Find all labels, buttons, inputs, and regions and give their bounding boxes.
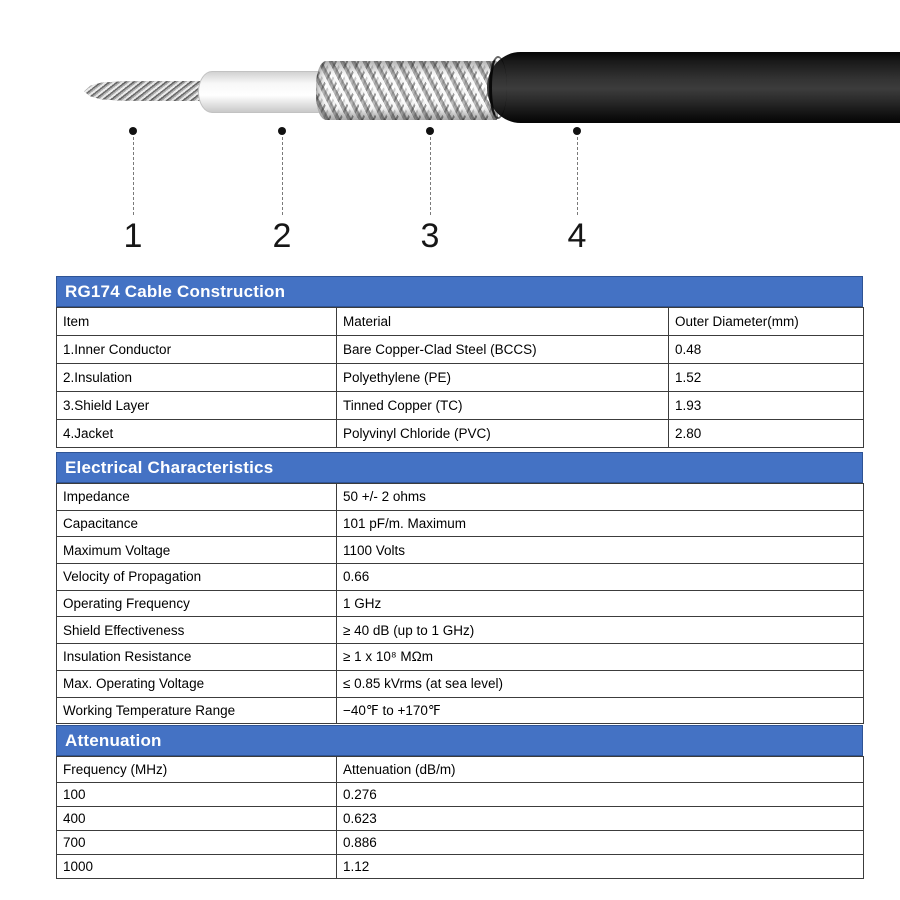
table-cell: ≥ 1 x 10⁸ MΩm — [337, 644, 864, 671]
spec-tables — [56, 276, 863, 879]
table-cell: 1.Inner Conductor — [57, 336, 337, 364]
table-cell: Capacitance — [57, 510, 337, 537]
column-header-cell: Outer Diameter(mm) — [669, 308, 864, 336]
table-cell: Polyvinyl Chloride (PVC) — [337, 420, 669, 448]
table-cell: 0.276 — [337, 783, 864, 807]
table-row — [57, 392, 864, 420]
table-cell: 4.Jacket — [57, 420, 337, 448]
table-row — [57, 484, 864, 511]
table-row — [57, 590, 864, 617]
table-cell: 2.Insulation — [57, 364, 337, 392]
column-header-cell: Frequency (MHz) — [57, 757, 337, 783]
table-cell: Insulation Resistance — [57, 644, 337, 671]
jacket-layer — [487, 52, 900, 123]
attenuation-section-header: Attenuation — [56, 725, 863, 756]
table-cell: Operating Frequency — [57, 590, 337, 617]
table-row — [57, 564, 864, 591]
table-cell: 700 — [57, 831, 337, 855]
callout-dot — [573, 127, 581, 135]
callout-line — [430, 137, 431, 215]
table-cell: 100 — [57, 783, 337, 807]
table-cell: 50 +/- 2 ohms — [337, 484, 864, 511]
callout-1 — [111, 127, 155, 253]
column-header-row — [57, 757, 864, 783]
jacket-opening — [489, 56, 507, 119]
table-cell: 1000 — [57, 855, 337, 879]
table-row — [57, 617, 864, 644]
table-cell: 1.52 — [669, 364, 864, 392]
table-row — [57, 644, 864, 671]
callout-dot — [278, 127, 286, 135]
table-row — [57, 364, 864, 392]
table-row — [57, 336, 864, 364]
table-cell: Working Temperature Range — [57, 697, 337, 724]
table-cell: Tinned Copper (TC) — [337, 392, 669, 420]
callout-3 — [408, 127, 452, 253]
table-row — [57, 697, 864, 724]
callout-number: 4 — [567, 217, 587, 255]
table-cell: 1.93 — [669, 392, 864, 420]
callout-line — [282, 137, 283, 215]
table-row — [57, 420, 864, 448]
column-header-cell: Material — [337, 308, 669, 336]
callout-4 — [555, 127, 599, 253]
electrical-section-header: Electrical Characteristics — [56, 452, 863, 483]
table-cell: 0.66 — [337, 564, 864, 591]
callout-line — [577, 137, 578, 215]
cable-diagram — [0, 0, 900, 262]
callout-2 — [260, 127, 304, 253]
table-cell: 3.Shield Layer — [57, 392, 337, 420]
table-cell: Maximum Voltage — [57, 537, 337, 564]
table-cell: 0.623 — [337, 807, 864, 831]
table-cell: 0.886 — [337, 831, 864, 855]
table-cell: 101 pF/m. Maximum — [337, 510, 864, 537]
callout-dot — [426, 127, 434, 135]
table-row — [57, 537, 864, 564]
column-header-cell: Attenuation (dB/m) — [337, 757, 864, 783]
callout-number: 3 — [420, 217, 440, 255]
callout-line — [133, 137, 134, 215]
callout-number: 1 — [123, 217, 143, 255]
table-row — [57, 670, 864, 697]
table-cell: Polyethylene (PE) — [337, 364, 669, 392]
table-cell: 2.80 — [669, 420, 864, 448]
table-row — [57, 855, 864, 879]
construction-table — [56, 307, 864, 448]
electrical-table — [56, 483, 864, 724]
construction-section-header: RG174 Cable Construction — [56, 276, 863, 307]
table-cell: 1 GHz — [337, 590, 864, 617]
callout-number: 2 — [272, 217, 292, 255]
table-cell: ≥ 40 dB (up to 1 GHz) — [337, 617, 864, 644]
insulation-layer — [198, 71, 326, 113]
table-cell: Shield Effectiveness — [57, 617, 337, 644]
table-cell: ≤ 0.85 kVrms (at sea level) — [337, 670, 864, 697]
shield-braid-layer — [316, 61, 498, 120]
table-cell: 400 — [57, 807, 337, 831]
attenuation-table — [56, 756, 864, 879]
table-row — [57, 807, 864, 831]
table-row — [57, 783, 864, 807]
callout-dot — [129, 127, 137, 135]
table-cell: 1100 Volts — [337, 537, 864, 564]
inner-conductor-layer — [84, 81, 208, 101]
table-cell: Bare Copper-Clad Steel (BCCS) — [337, 336, 669, 364]
table-cell: Velocity of Propagation — [57, 564, 337, 591]
table-row — [57, 510, 864, 537]
column-header-row — [57, 308, 864, 336]
table-row — [57, 831, 864, 855]
table-cell: 0.48 — [669, 336, 864, 364]
table-cell: Impedance — [57, 484, 337, 511]
table-cell: Max. Operating Voltage — [57, 670, 337, 697]
table-cell: 1.12 — [337, 855, 864, 879]
column-header-cell: Item — [57, 308, 337, 336]
table-cell: −40℉ to +170℉ — [337, 697, 864, 724]
